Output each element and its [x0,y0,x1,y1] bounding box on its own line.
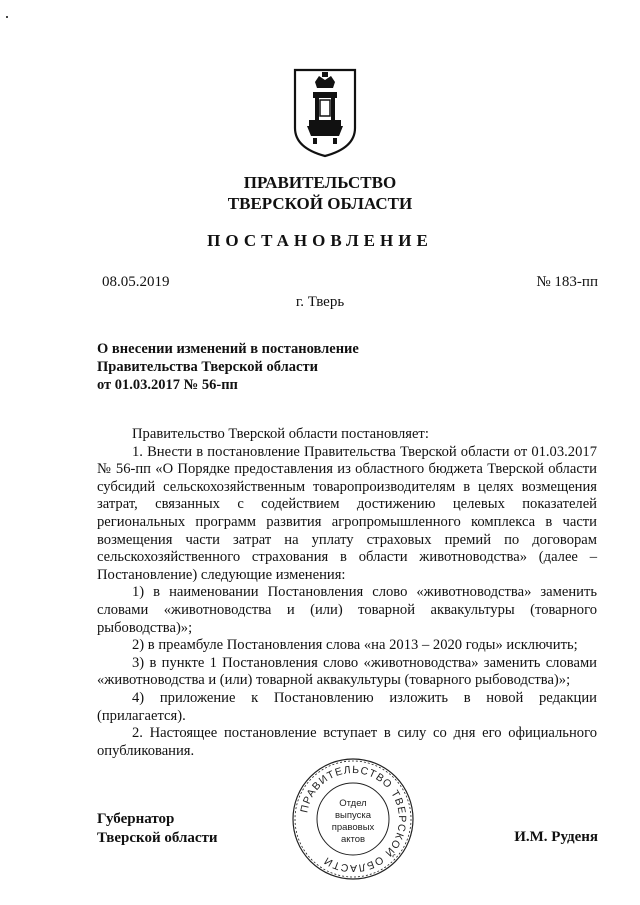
subject-line1: О внесении изменений в постановление [97,341,359,357]
paragraph-preamble: Правительство Тверской области постановляет: [132,426,429,442]
signatory-position-line2: Тверской области [97,830,218,846]
coat-of-arms-icon [293,68,357,158]
scan-dot [6,16,8,18]
paragraph-item-2: 2. Настоящее постановление вступает в силу со дня его официального опубликования. [97,725,597,759]
org-title-line2: ТВЕРСКОЙ ОБЛАСТИ [227,194,413,213]
paragraph-subitem-3: 3) в пункте 1 Постановления слово «животноводства» заменить словами «животноводства и (или) товарной аквакультуры (товарного рыбоводства)»; [97,654,597,689]
stamp-ring-text: ПРАВИТЕЛЬСТВО ТВЕРСКОЙ ОБЛАСТИ [298,763,409,874]
signatory-name: И.М. Руденя [514,829,598,845]
document-type: ПОСТАНОВЛЕНИЕ [207,231,433,250]
paragraph-item-1: 1. Внести в постановление Правительства Тверской области от 01.03.2017 № 56-пп «О Порядке предоставления из областного бюджета Тверской области субсидий сельскохозяйственным товаропроизводителям в целях возмещения затрат, связанных с содействием достижению целевых показателей региональных программ развития агропромышленного комплекса в части возмещения части затрат на уплату страховых премий по договорам сельскохозяйственного страхования в области животноводства» (далее – Постановление) следующие изменения: [97,443,597,583]
paragraph-subitem-2: 2) в преамбуле Постановления слова «на 2013 – 2020 годы» исключить; [132,637,578,654]
paragraph-subitem-4: 4) приложение к Постановлению изложить в новой редакции (прилагается). [97,689,597,724]
stamp-line1: Отдел [339,798,367,809]
document-date: 08.05.2019 [102,274,170,290]
stamp-line2: выпуска [334,810,372,821]
document-number: № 183-пп [536,274,598,290]
document-subject [97,340,359,394]
stamp-line4: актов [340,834,366,845]
paragraph-subitem-1: 1) в наименовании Постановления слово «животноводства» заменить словами «животноводства и (или) товарной аквакультуры (товарного рыбоводства)»; [97,584,597,636]
org-title-line1: ПРАВИТЕЛЬСТВО [243,173,397,192]
subject-line2: Правительства Тверской области [97,359,318,375]
stamp-line3: правовых [331,822,375,833]
official-stamp [291,757,415,881]
subject-line3: от 01.03.2017 № 56-пп [97,377,238,393]
document-body [97,426,597,760]
signatory-position-line1: Губернатор [97,811,175,827]
signatory-position [97,810,218,848]
document-city: г. Тверь [295,294,345,310]
